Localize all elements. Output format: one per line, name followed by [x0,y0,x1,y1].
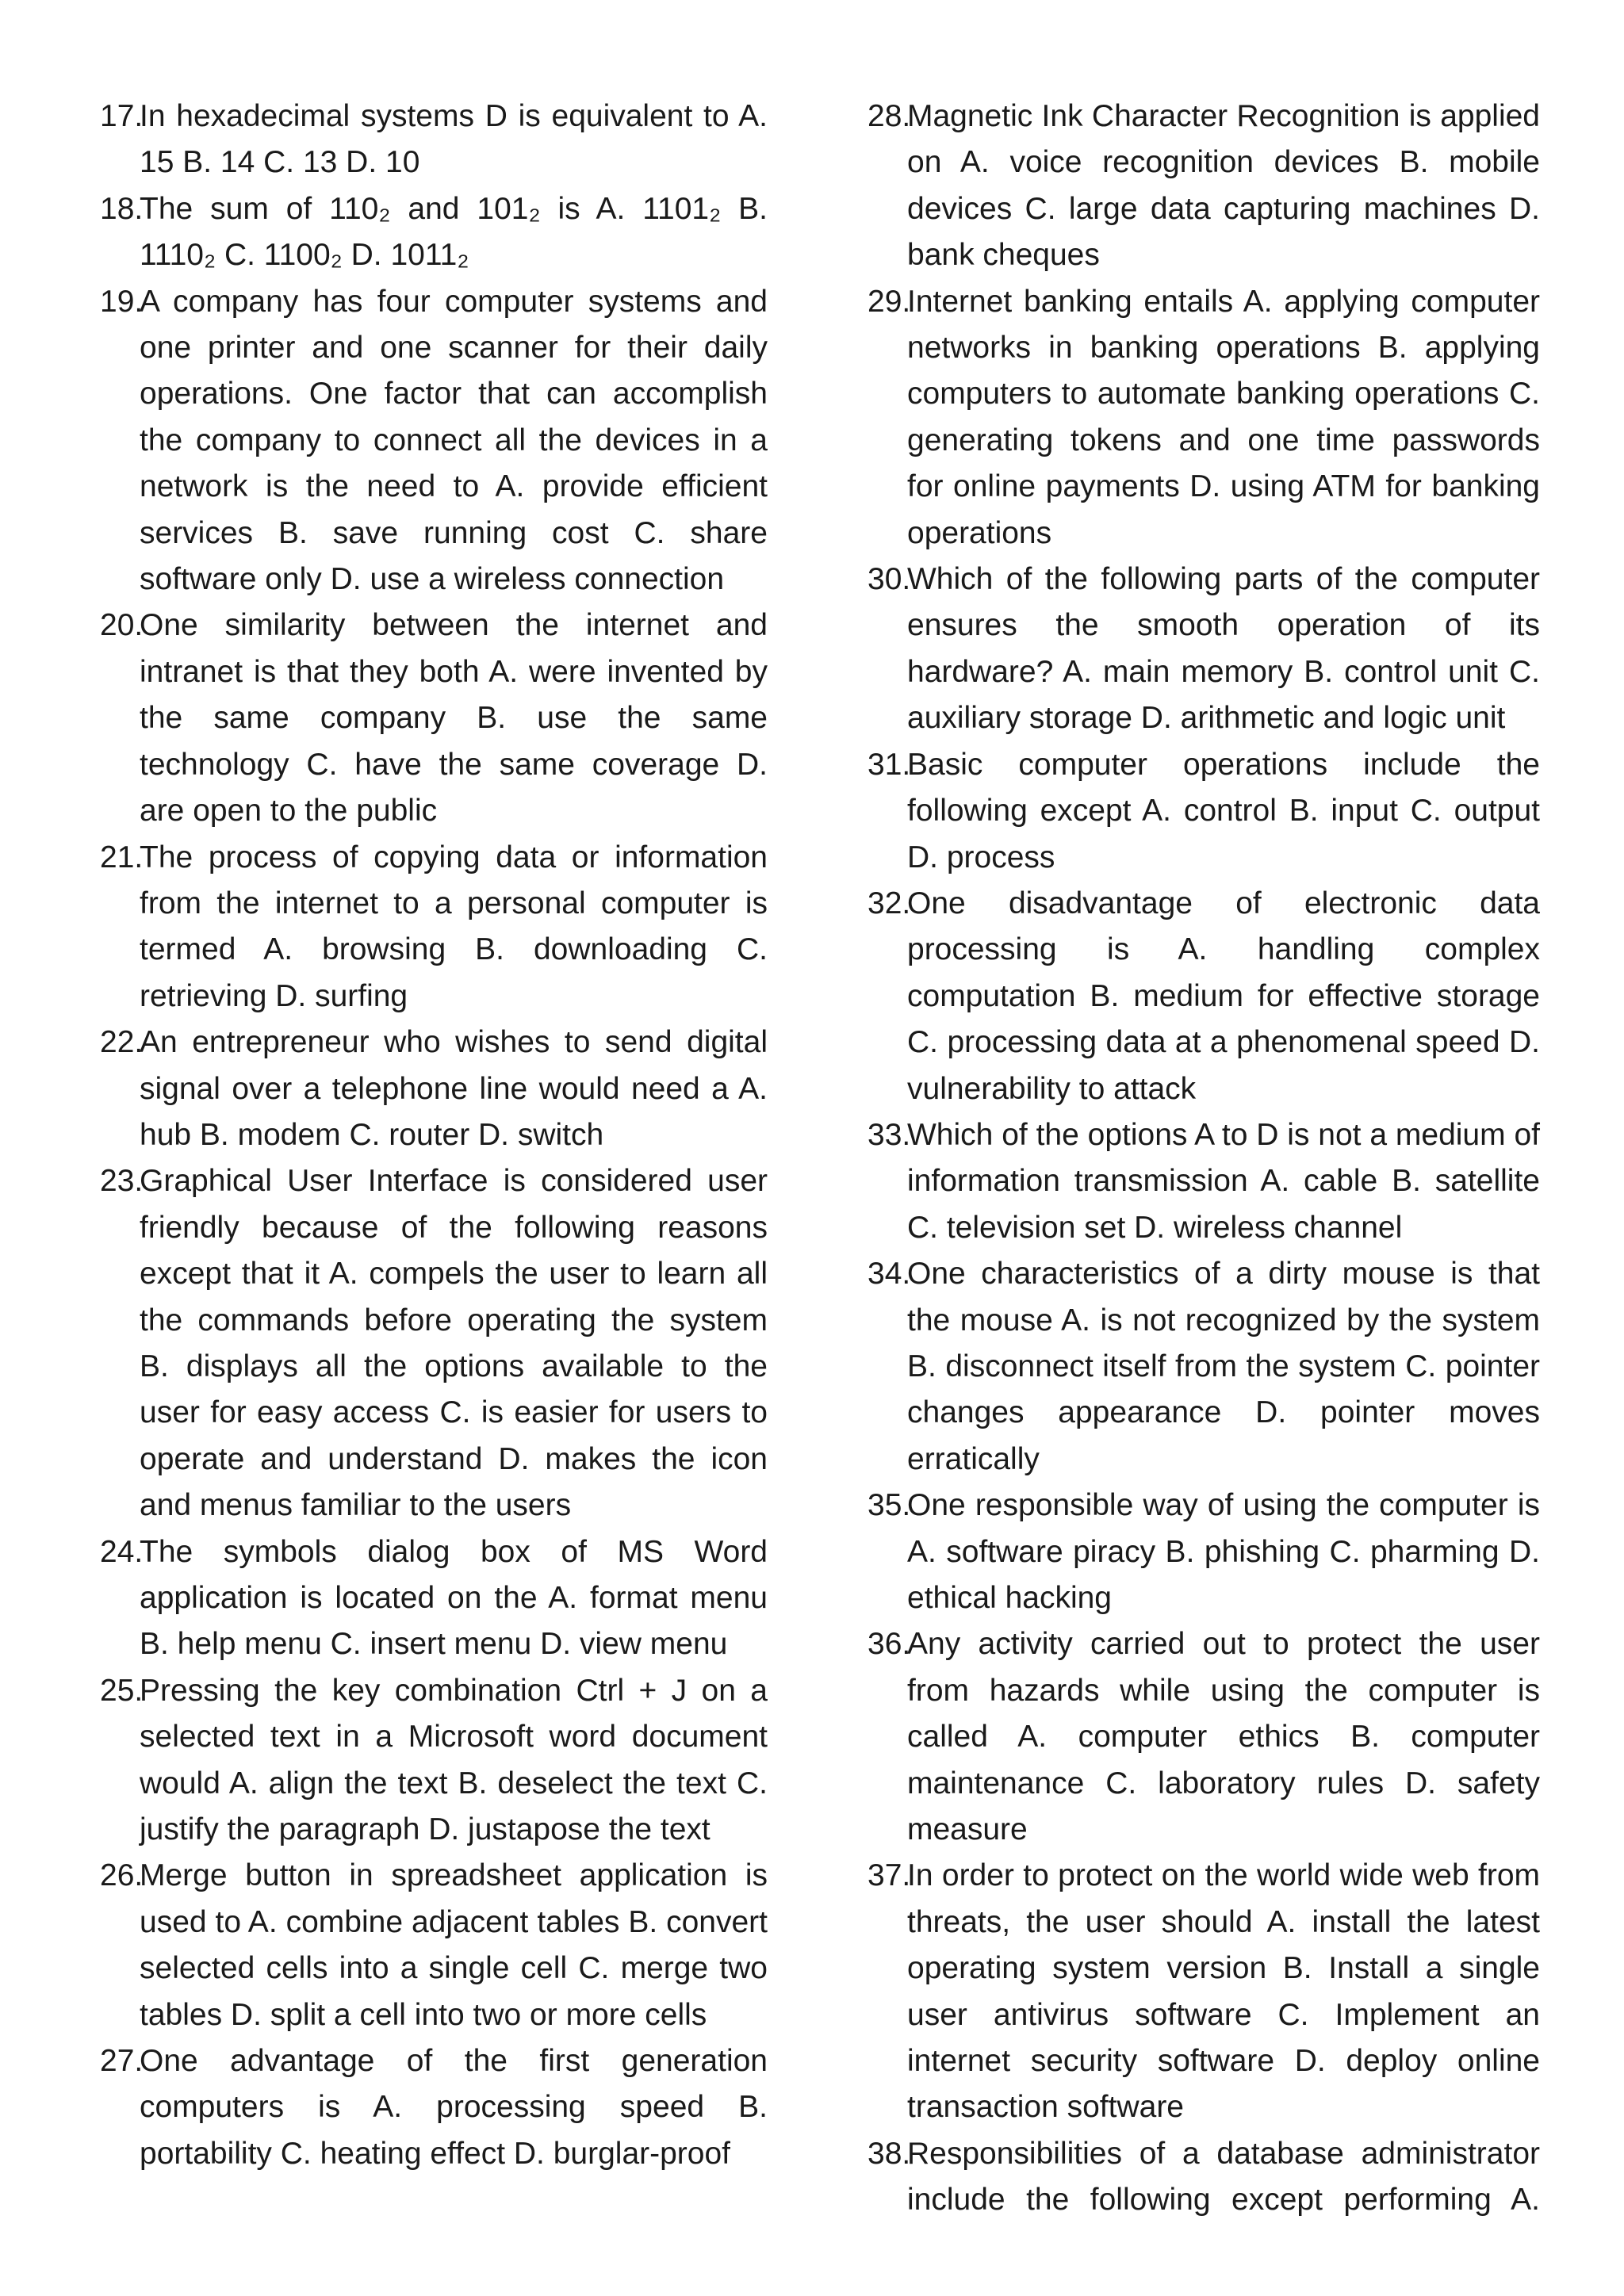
question-35 [868,1483,1540,1621]
question-20 [100,603,768,834]
question-text: One characteristics of a dirty mouse is that the mouse A. is not recognized by the system B. disconnect itself from the system C. pointer changes appearance D. pointer moves erratically [907,1257,1540,1476]
question-text: Graphical User Interface is considered user friendly because of the following reasons except that it A. compels the user to learn all the commands before operating the system B. displays all the options available to the user for easy access C. is easier for users to operate and understand D. makes the icon and menus familiar to the users [140,1164,768,1523]
question-22 [100,1020,768,1158]
question-text: One similarity between the internet and intranet is that they both A. were invented by the same company B. use the same technology C. have the same coverage D. are open to the public [140,608,768,828]
question-number: 37. [868,1858,911,1893]
question-text: One advantage of the first generation computers is A. processing speed B. portability C. heating effect D. burglar-proof [140,2044,768,2171]
question-number: 29. [868,284,911,319]
question-36 [868,1621,1540,1853]
question-number: 33. [868,1117,911,1152]
question-text: Internet banking entails A. applying computer networks in banking operations B. applying computers to automate banking operations C. generating tokens and one time passwords for online payments D. using ATM for banking operations [907,284,1540,550]
question-text: One disadvantage of electronic data processing is A. handling complex computation B. medium for effective storage C. processing data at a phenomenal speed D. vulnerability to attack [907,886,1540,1106]
question-25 [100,1668,768,1854]
question-23 [100,1158,768,1529]
question-19 [100,279,768,603]
question-number: 27. [100,2044,144,2079]
question-text: Pressing the key combination Ctrl + J on a selected text in a Microsoft word document would A. align the text B. deselect the text C. justify the paragraph D. justapose the text [140,1673,768,1847]
question-number: 25. [100,1673,144,1708]
question-number: 22. [100,1025,144,1060]
question-text: A company has four computer systems and one printer and one scanner for their daily operations. One factor that can accomplish the company to connect all the devices in a network is the need to A. provide efficient services B. save running cost C. share software only D. use a wireless connection [140,284,768,597]
question-text: The sum of 110₂ and 101₂ is A. 1101₂ B. 1110₂ C. 1100₂ D. 1011₂ [140,191,768,273]
right-column [868,94,1540,2224]
question-text: One responsible way of using the computer is A. software piracy B. phishing C. pharming D. ethical hacking [907,1488,1540,1615]
question-text: In order to protect on the world wide web from threats, the user should A. install the latest operating system version B. Install a single user antivirus software C. Implement an internet security software D. deploy online transaction software [907,1858,1540,2125]
question-number: 30. [868,562,911,597]
question-30 [868,557,1540,742]
question-27 [100,2038,768,2177]
question-number: 36. [868,1627,911,1662]
question-text: An entrepreneur who wishes to send digital signal over a telephone line would need a A. hub B. modem C. router D. switch [140,1025,768,1152]
left-column [100,94,768,2177]
question-text: Magnetic Ink Character Recognition is applied on A. voice recognition devices B. mobile devices C. large data capturing machines D. bank cheques [907,99,1540,273]
question-number: 18. [100,191,144,226]
question-text: Which of the following parts of the computer ensures the smooth operation of its hardware? A. main memory B. control unit C. auxiliary storage D. arithmetic and logic unit [907,562,1540,736]
question-number: 17. [100,99,144,133]
question-text: Responsibilities of a database administrator include the following except performing A. [907,2136,1540,2218]
question-number: 38. [868,2136,911,2171]
question-number: 23. [100,1164,144,1199]
question-number: 24. [100,1534,144,1569]
question-text: The process of copying data or information from the internet to a personal computer is termed A. browsing B. downloading C. retrieving D. surfing [140,840,768,1013]
question-number: 28. [868,99,911,133]
question-number: 20. [100,608,144,643]
question-text: Any activity carried out to protect the user from hazards while using the computer is called A. computer ethics B. computer maintenance C. laboratory rules D. safety measure [907,1627,1540,1847]
question-text: Basic computer operations include the following except A. control B. input C. output D. process [907,747,1540,874]
question-number: 21. [100,840,144,874]
question-18 [100,186,768,279]
question-text: In hexadecimal systems D is equivalent to A. 15 B. 14 C. 13 D. 10 [140,99,768,180]
question-number: 34. [868,1257,911,1292]
question-29 [868,279,1540,557]
question-17 [100,94,768,186]
question-32 [868,881,1540,1112]
question-34 [868,1251,1540,1483]
question-text: Which of the options A to D is not a medium of information transmission A. cable B. satellite C. television set D. wireless channel [907,1117,1540,1245]
question-number: 32. [868,886,911,920]
question-26 [100,1853,768,2038]
question-33 [868,1112,1540,1251]
question-38 [868,2131,1540,2224]
question-text: The symbols dialog box of MS Word application is located on the A. format menu B. help menu C. insert menu D. view menu [140,1534,768,1662]
question-24 [100,1529,768,1668]
question-number: 26. [100,1858,144,1893]
question-37 [868,1853,1540,2130]
question-21 [100,835,768,1020]
question-28 [868,94,1540,279]
question-number: 31. [868,747,911,782]
question-number: 19. [100,284,144,319]
question-number: 35. [868,1488,911,1523]
question-31 [868,742,1540,881]
question-text: Merge button in spreadsheet application is used to A. combine adjacent tables B. convert selected cells into a single cell C. merge two tables D. split a cell into two or more cells [140,1858,768,2032]
